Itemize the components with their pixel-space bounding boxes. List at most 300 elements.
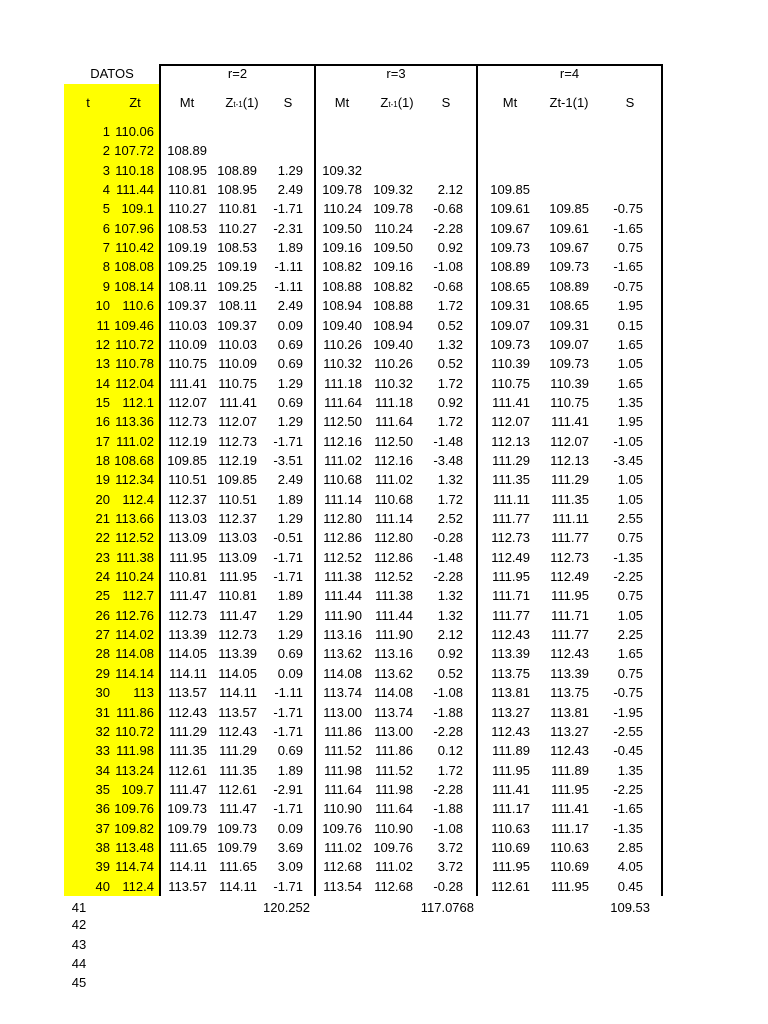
zt1-value-r4[interactable]: 111.17 [551,821,589,836]
s-value-r2[interactable]: 3.09 [277,859,303,874]
t-value[interactable]: 6 [102,221,110,236]
zt1-value-r4[interactable]: 113.75 [550,685,589,700]
zt1-value-r2[interactable]: 109.79 [217,840,257,855]
s-value-r4[interactable] [597,122,643,141]
group-r3[interactable]: r=3 [386,66,406,81]
t-value[interactable]: 36 [95,801,110,816]
s-value-r3[interactable]: 3.72 [437,859,463,874]
mt-value-r3[interactable]: 111.52 [324,743,362,758]
s-value-r4[interactable]: 1.65 [617,376,643,391]
zt1-value-r3[interactable]: 110.68 [374,492,413,507]
s-value-r4[interactable]: -1.65 [613,259,643,274]
zt1-value-r2[interactable]: 109.85 [217,472,257,487]
s-value-r4[interactable] [597,141,643,160]
mt-value-r4[interactable]: 111.95 [492,859,530,874]
t-value[interactable]: 20 [95,492,110,507]
s-value-r3[interactable]: -2.28 [433,724,463,739]
mt-value-r3[interactable]: 113.54 [323,879,362,894]
s-value-r2[interactable]: -1.11 [274,259,303,274]
zt-value[interactable]: 112.52 [115,530,154,545]
s-value-r3[interactable] [418,161,463,180]
zt-value[interactable]: 112.7 [122,588,154,603]
zt1-value-r4[interactable]: 111.95 [551,782,589,797]
t-extra[interactable]: 42 [71,917,87,932]
mt-value-r2[interactable]: 108.11 [168,279,207,294]
datos-label[interactable]: DATOS [90,66,134,81]
mt-value-r4[interactable]: 109.73 [490,337,530,352]
s-value-r2[interactable]: 1.89 [277,492,303,507]
zt1-value-r2[interactable]: 113.09 [218,550,257,565]
s-value-r3[interactable]: 2.12 [437,627,463,642]
s-value-r2[interactable]: -1.71 [273,705,303,720]
t-value[interactable]: 31 [95,705,110,720]
zt1-value-r2[interactable]: 111.29 [219,743,257,758]
s-value-r4[interactable]: 4.05 [617,859,643,874]
zt1-value-r4[interactable]: 111.41 [551,414,589,429]
zt1-value-r3[interactable]: 111.38 [375,588,413,603]
zt1-value-r4[interactable]: 108.65 [549,298,589,313]
s-value-r4[interactable]: 0.15 [617,318,643,333]
mt-value-r4[interactable]: 109.85 [490,182,530,197]
zt1-value-r2[interactable]: 110.81 [218,588,257,603]
t-extra[interactable]: 45 [71,975,87,990]
zt1-value-r4[interactable]: 111.77 [551,530,589,545]
mt-value-r4[interactable]: 110.39 [491,356,530,371]
zt-value[interactable]: 112.4 [122,492,154,507]
zt-value[interactable]: 112.1 [122,395,154,410]
mt-value-r3[interactable]: 110.24 [323,201,362,216]
zt1-value-r3[interactable]: 112.68 [374,879,413,894]
zt1-value-r2[interactable]: 109.25 [217,279,257,294]
zt1-value-r4[interactable]: 111.29 [551,472,589,487]
zt1-value-r4[interactable]: 108.89 [549,279,589,294]
s-value-r4[interactable]: -0.75 [613,279,643,294]
t-value[interactable]: 22 [95,530,110,545]
mt-value-r2[interactable] [163,122,207,141]
zt1-value-r2[interactable]: 110.09 [218,356,257,371]
s-value-r2[interactable]: 1.29 [277,608,303,623]
zt1-value-r4[interactable]: 112.07 [550,434,589,449]
zt1-value-r2[interactable]: 111.65 [219,859,257,874]
mt-value-r3[interactable]: 111.64 [324,782,362,797]
zt1-value-r2[interactable]: 111.95 [219,569,257,584]
zt1-value-r2[interactable]: 109.73 [217,821,257,836]
mt-value-r3[interactable]: 110.26 [323,337,362,352]
mt-value-r4[interactable]: 111.71 [492,588,530,603]
zt1-value-r4[interactable]: 111.95 [551,879,589,894]
mt-value-r4[interactable]: 111.77 [492,608,530,623]
s-value-r2[interactable]: -1.71 [273,724,303,739]
zt1-value-r3[interactable]: 109.76 [373,840,413,855]
mt-value-r3[interactable]: 108.82 [322,259,362,274]
s-value-r3[interactable]: 3.72 [437,840,463,855]
t-value[interactable]: 10 [95,298,110,313]
zt1-value-r3[interactable]: 109.78 [373,201,413,216]
zt1-value-r2[interactable]: 111.47 [219,608,257,623]
zt1-value-r2[interactable]: 114.11 [219,685,257,700]
zt1-value-r4[interactable] [545,161,589,180]
s-value-r2[interactable]: 0.69 [277,646,303,661]
t-value[interactable]: 4 [102,182,110,197]
s-value-r4[interactable]: 1.35 [617,763,643,778]
s-value-r4[interactable]: 0.75 [617,530,643,545]
s-value-r4[interactable]: -2.55 [613,724,643,739]
s-value-r2[interactable]: -2.31 [273,221,303,236]
s-value-r4[interactable]: -1.35 [613,821,643,836]
zt1-value-r3[interactable]: 108.82 [373,279,413,294]
s-value-r4[interactable]: 0.75 [617,240,643,255]
zt1-value-r4[interactable]: 109.73 [549,259,589,274]
mt-value-r4[interactable]: 111.35 [492,472,530,487]
zt-value[interactable]: 113.48 [115,840,154,855]
s-value-r3[interactable]: -0.28 [433,530,463,545]
mt-value-r3[interactable]: 110.32 [323,356,362,371]
s-value-r4[interactable]: -2.25 [613,782,643,797]
s-value-r2[interactable]: -1.71 [273,801,303,816]
s-value-r4[interactable] [597,180,643,199]
zt1-value-r3[interactable]: 109.32 [373,182,413,197]
t-value[interactable]: 25 [95,588,110,603]
zt-value[interactable]: 109.7 [121,782,154,797]
mt-value-r3[interactable]: 111.98 [324,763,362,778]
s-value-r3[interactable]: -1.08 [433,259,463,274]
mt-value-r4[interactable] [486,141,530,160]
mt-value-r4[interactable]: 113.27 [491,705,530,720]
s-value-r4[interactable]: -2.25 [613,569,643,584]
s-value-r3[interactable]: 0.92 [437,646,463,661]
zt1-value-r4[interactable]: 112.13 [550,453,589,468]
zt1-value-r3[interactable]: 112.86 [374,550,413,565]
zt1-value-r2[interactable]: 108.53 [217,240,257,255]
mt-value-r4[interactable]: 111.77 [492,511,530,526]
s-value-r3[interactable]: 0.52 [437,666,463,681]
col-zt[interactable]: Zt [129,95,141,110]
mt-value-r3[interactable]: 112.80 [323,511,362,526]
zt1-value-r4[interactable]: 113.81 [550,705,589,720]
zt1-value-r3[interactable]: 113.16 [374,646,413,661]
mt-value-r2[interactable]: 111.65 [169,840,207,855]
mt-value-r2[interactable]: 113.09 [168,530,207,545]
mt-value-r3[interactable]: 112.16 [323,434,362,449]
t-value[interactable]: 28 [95,646,110,661]
t-value[interactable]: 8 [102,259,110,274]
t-value[interactable]: 11 [96,318,110,333]
mt-value-r3[interactable]: 108.88 [322,279,362,294]
zt-value[interactable]: 112.04 [115,376,154,391]
zt-value[interactable]: 107.72 [114,143,154,158]
s-value-r2[interactable]: 0.09 [277,821,303,836]
s-value-r4[interactable]: 1.95 [617,414,643,429]
zt1-value-r3[interactable] [368,161,413,180]
mt-value-r4[interactable]: 112.07 [491,414,530,429]
zt1-value-r4[interactable]: 110.63 [550,840,589,855]
mt-value-r2[interactable]: 110.27 [168,201,207,216]
zt1-value-r4[interactable]: 112.49 [550,569,589,584]
zt1-value-r4[interactable] [545,122,589,141]
s-value-r3[interactable]: -1.48 [433,434,463,449]
s-value-r3[interactable]: 0.92 [437,395,463,410]
zt1-value-r3[interactable] [368,122,413,141]
mt-value-r4[interactable]: 112.13 [491,434,530,449]
s-value-r3[interactable]: 1.72 [437,414,463,429]
zt1-value-r3[interactable]: 110.90 [374,821,413,836]
zt1-value-r4[interactable]: 109.67 [549,240,589,255]
mt-value-r2[interactable]: 108.53 [167,221,207,236]
t-extra[interactable]: 41 [71,900,87,915]
mt-value-r4[interactable]: 113.39 [491,646,530,661]
mt-value-r2[interactable]: 114.11 [169,666,207,681]
zt-value[interactable]: 110.42 [115,240,154,255]
s-value-r4[interactable]: -1.05 [613,434,643,449]
s-value-r4[interactable] [597,161,643,180]
zt-value[interactable]: 114.14 [115,666,154,681]
zt1-value-r3[interactable]: 114.08 [374,685,413,700]
col-zt1-r3[interactable] [371,93,423,112]
s-value-r3[interactable]: -1.88 [433,705,463,720]
mt-value-r4[interactable]: 109.73 [490,240,530,255]
s-value-r4[interactable]: 2.85 [617,840,643,855]
s-value-r2[interactable] [260,122,303,141]
mt-value-r2[interactable]: 113.03 [168,511,207,526]
s-value-r3[interactable]: 1.72 [437,763,463,778]
t-value[interactable]: 19 [95,472,110,487]
mt-value-r3[interactable]: 112.50 [323,414,362,429]
zt1-value-r2[interactable]: 110.03 [218,337,257,352]
mt-value-r2[interactable]: 114.05 [168,646,207,661]
zt1-value-r3[interactable]: 108.94 [373,318,413,333]
zt1-value-r2[interactable]: 112.07 [218,414,257,429]
zt1-value-r2[interactable] [213,141,257,160]
zt1-value-r2[interactable] [213,122,257,141]
zt1-value-r2[interactable]: 108.89 [217,163,257,178]
zt-value[interactable]: 108.14 [114,279,154,294]
s-value-r4[interactable]: 2.25 [617,627,643,642]
zt1-value-r4[interactable]: 109.07 [549,337,589,352]
t-value[interactable]: 1 [102,124,110,139]
zt-value[interactable]: 109.1 [121,201,154,216]
zt1-value-r4[interactable]: 113.39 [550,666,589,681]
s-value-r3[interactable] [418,122,463,141]
zt1-value-r3[interactable]: 111.44 [375,608,413,623]
s-value-r4[interactable]: -1.95 [613,705,643,720]
s-value-r2[interactable]: -1.71 [273,201,303,216]
sum-r3[interactable]: 117.0768 [420,900,474,915]
zt1-value-r2[interactable]: 111.35 [219,763,257,778]
mt-value-r4[interactable]: 112.43 [491,724,530,739]
t-value[interactable]: 16 [95,414,110,429]
mt-value-r3[interactable]: 111.90 [324,608,362,623]
zt1-value-r3[interactable]: 111.52 [375,763,413,778]
s-value-r3[interactable]: -1.48 [433,550,463,565]
zt1-value-r2[interactable]: 113.39 [218,646,257,661]
zt1-value-r2[interactable]: 112.61 [218,782,257,797]
group-r2[interactable]: r=2 [227,66,248,81]
mt-value-r2[interactable]: 111.41 [169,376,207,391]
mt-value-r4[interactable]: 111.17 [492,801,530,816]
s-value-r3[interactable]: -2.28 [433,569,463,584]
zt-value[interactable]: 114.74 [115,859,154,874]
mt-value-r4[interactable]: 111.95 [492,569,530,584]
mt-value-r2[interactable]: 111.47 [169,588,207,603]
zt1-value-r2[interactable]: 110.27 [218,221,257,236]
s-value-r2[interactable]: -2.91 [273,782,303,797]
t-value[interactable]: 15 [95,395,110,410]
zt1-value-r3[interactable]: 110.26 [374,356,413,371]
zt-value[interactable]: 109.46 [114,318,154,333]
mt-value-r3[interactable]: 111.02 [324,840,362,855]
s-value-r3[interactable]: 1.32 [437,472,463,487]
mt-value-r4[interactable]: 112.43 [491,627,530,642]
mt-value-r2[interactable]: 112.61 [168,763,207,778]
zt-value[interactable]: 110.72 [115,337,154,352]
t-value[interactable]: 34 [95,763,110,778]
s-value-r2[interactable]: 2.49 [277,298,303,313]
zt1-value-r2[interactable]: 111.41 [219,395,257,410]
t-value[interactable]: 7 [102,240,110,255]
mt-value-r4[interactable]: 112.73 [491,530,530,545]
s-value-r2[interactable]: 3.69 [277,840,303,855]
mt-value-r3[interactable] [318,122,362,141]
zt1-value-r3[interactable]: 109.16 [373,259,413,274]
mt-value-r4[interactable]: 110.75 [491,376,530,391]
col-zt1-r2[interactable] [216,93,268,112]
s-value-r4[interactable]: 1.95 [617,298,643,313]
mt-value-r2[interactable]: 110.51 [168,472,207,487]
mt-value-r3[interactable]: 113.74 [323,685,362,700]
col-zt1-r4[interactable]: Zt-1(1) [549,95,589,110]
zt-value[interactable]: 111.86 [116,705,154,720]
zt1-value-r3[interactable]: 113.74 [374,705,413,720]
s-value-r2[interactable]: 1.29 [277,511,303,526]
zt1-value-r4[interactable]: 111.35 [551,492,589,507]
zt1-value-r3[interactable]: 113.00 [374,724,413,739]
mt-value-r3[interactable]: 110.90 [323,801,362,816]
mt-value-r2[interactable]: 111.35 [169,743,207,758]
zt1-value-r4[interactable]: 109.61 [549,221,589,236]
t-value[interactable]: 29 [95,666,110,681]
zt-value[interactable]: 114.02 [115,627,154,642]
zt1-value-r3[interactable]: 111.86 [375,743,413,758]
t-value[interactable]: 12 [95,337,110,352]
zt-value[interactable]: 112.76 [115,608,154,623]
zt-value[interactable]: 110.18 [115,163,154,178]
zt1-value-r3[interactable]: 111.98 [375,782,413,797]
mt-value-r2[interactable]: 109.85 [167,453,207,468]
zt1-value-r4[interactable]: 109.31 [549,318,589,333]
s-value-r2[interactable]: -1.11 [274,685,303,700]
zt1-value-r4[interactable]: 111.41 [551,801,589,816]
s-value-r3[interactable]: -0.68 [433,279,463,294]
zt1-value-r3[interactable]: 111.64 [375,801,413,816]
col-mt-r3[interactable]: Mt [334,95,350,110]
zt1-value-r2[interactable]: 112.37 [218,511,257,526]
zt1-value-r2[interactable]: 108.95 [217,182,257,197]
s-value-r2[interactable]: 1.89 [277,588,303,603]
s-value-r2[interactable]: 1.29 [277,163,303,178]
mt-value-r2[interactable]: 112.73 [168,414,207,429]
mt-value-r4[interactable]: 111.11 [493,492,530,507]
zt1-value-r4[interactable] [545,141,589,160]
mt-value-r2[interactable]: 111.29 [169,724,207,739]
mt-value-r3[interactable]: 111.02 [324,453,362,468]
mt-value-r3[interactable]: 109.76 [322,821,362,836]
s-value-r3[interactable]: 0.12 [437,743,463,758]
mt-value-r3[interactable]: 111.18 [324,376,362,391]
zt1-value-r3[interactable] [368,141,413,160]
s-value-r3[interactable]: 1.72 [437,298,463,313]
s-value-r2[interactable]: 1.89 [277,240,303,255]
zt1-value-r3[interactable]: 112.80 [374,530,413,545]
s-value-r2[interactable]: 0.69 [277,395,303,410]
mt-value-r3[interactable] [318,141,362,160]
mt-value-r2[interactable]: 108.89 [167,143,207,158]
zt1-value-r4[interactable]: 111.89 [551,763,589,778]
mt-value-r3[interactable]: 112.52 [323,550,362,565]
s-value-r3[interactable]: 1.32 [437,337,463,352]
mt-value-r2[interactable]: 110.81 [168,569,207,584]
zt-value[interactable]: 111.44 [116,182,154,197]
t-value[interactable]: 17 [95,434,110,449]
mt-value-r3[interactable]: 113.00 [323,705,362,720]
s-value-r3[interactable]: 2.12 [437,182,463,197]
t-value[interactable]: 37 [95,821,110,836]
zt1-value-r2[interactable]: 114.05 [218,666,257,681]
s-value-r3[interactable]: 0.52 [437,318,463,333]
zt1-value-r3[interactable]: 113.62 [374,666,413,681]
zt-value[interactable]: 113 [133,685,154,700]
mt-value-r2[interactable]: 111.95 [169,550,207,565]
s-value-r2[interactable]: -1.71 [273,569,303,584]
mt-value-r2[interactable]: 113.57 [168,685,207,700]
zt1-value-r2[interactable]: 112.73 [218,434,257,449]
zt-value[interactable]: 110.06 [115,124,154,139]
zt-value[interactable]: 112.34 [115,472,154,487]
t-value[interactable]: 21 [95,511,110,526]
zt-value[interactable]: 110.24 [115,569,154,584]
s-value-r4[interactable]: -0.75 [613,201,643,216]
mt-value-r2[interactable]: 109.79 [167,821,207,836]
s-value-r4[interactable]: 1.65 [617,646,643,661]
t-extra[interactable]: 43 [71,937,87,952]
zt1-value-r2[interactable]: 112.19 [218,453,257,468]
s-value-r2[interactable]: 0.69 [277,337,303,352]
zt1-value-r3[interactable]: 111.14 [375,511,413,526]
s-value-r4[interactable]: -3.45 [613,453,643,468]
mt-value-r3[interactable]: 112.68 [323,859,362,874]
mt-value-r2[interactable]: 111.47 [169,782,207,797]
mt-value-r4[interactable]: 108.65 [490,279,530,294]
mt-value-r4[interactable] [486,161,530,180]
t-value[interactable]: 27 [95,627,110,642]
s-value-r4[interactable]: 1.05 [617,356,643,371]
zt-value[interactable]: 110.78 [115,356,154,371]
mt-value-r3[interactable]: 109.78 [322,182,362,197]
mt-value-r3[interactable]: 111.86 [324,724,362,739]
s-value-r2[interactable]: 0.09 [277,318,303,333]
zt1-value-r3[interactable]: 111.90 [375,627,413,642]
s-value-r2[interactable]: 1.89 [277,763,303,778]
zt-value[interactable]: 113.36 [115,414,154,429]
mt-value-r3[interactable]: 109.50 [322,221,362,236]
s-value-r2[interactable]: -1.11 [274,279,303,294]
zt1-value-r3[interactable]: 112.50 [374,434,413,449]
zt1-value-r3[interactable]: 112.16 [374,453,413,468]
s-value-r3[interactable]: -1.88 [433,801,463,816]
s-value-r2[interactable]: 0.69 [277,356,303,371]
mt-value-r2[interactable]: 114.11 [169,859,207,874]
zt-value[interactable]: 110.6 [122,298,154,313]
s-value-r2[interactable]: 2.49 [277,472,303,487]
